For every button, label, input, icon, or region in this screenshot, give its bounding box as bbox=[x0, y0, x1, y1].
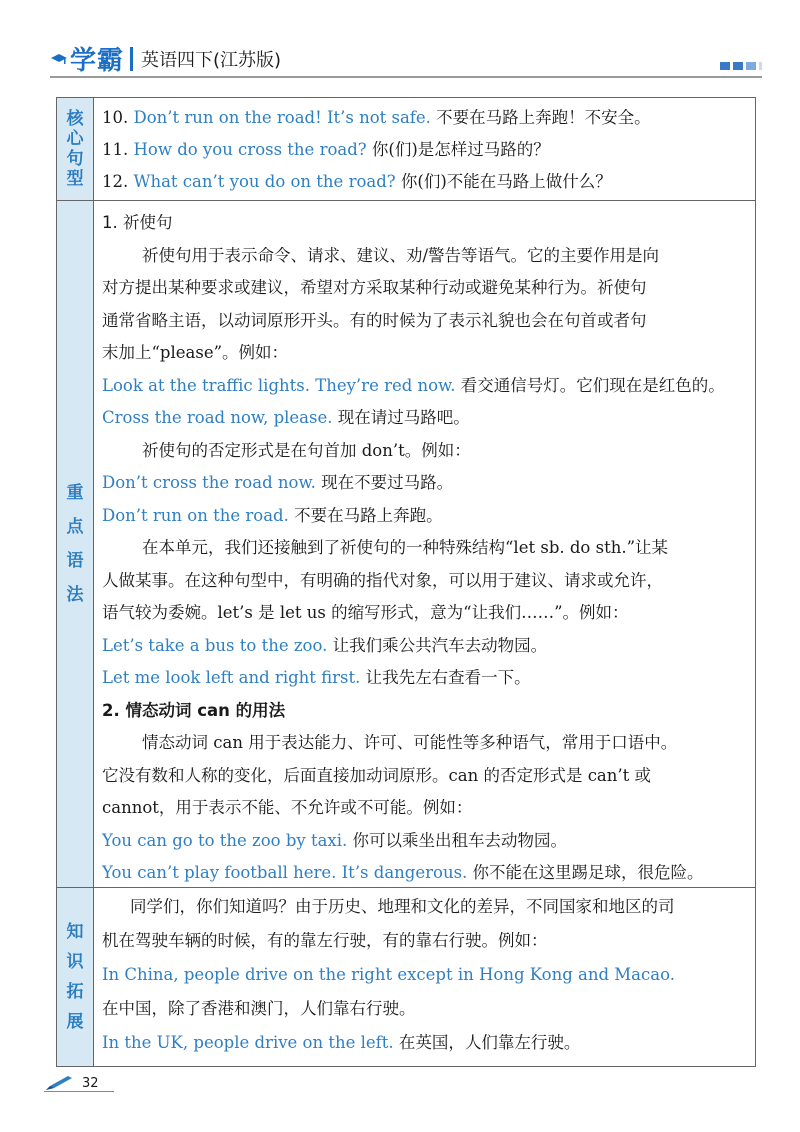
section-label-core: 核 心 句 型 bbox=[57, 98, 94, 200]
paragraph-line: 在本单元，我们还接触到了祈使句的一种特殊结构“let sb. do sth.”让某 bbox=[142, 538, 669, 557]
example-line: Look at the traffic lights. They’re red now. 看交通信号灯。它们现在是红色的。 bbox=[102, 375, 725, 395]
example-line: Cross the road now, please. 现在请过马路吧。 bbox=[102, 408, 470, 427]
paragraph-line: cannot，用于表示不能、不允许或不可能。例如： bbox=[102, 798, 473, 817]
logo-divider bbox=[130, 47, 133, 71]
section-knowledge-extension bbox=[57, 888, 755, 1066]
page-number: 32 bbox=[82, 1075, 99, 1091]
paragraph-line: 它没有数和人称的变化，后面直接加动词原形。can 的否定形式是 can’t 或 bbox=[102, 765, 652, 785]
footer-rule bbox=[44, 1091, 114, 1092]
content-table bbox=[56, 97, 756, 1067]
example-line: In the UK, people drive on the left. 在英国，人们靠左行驶。 bbox=[102, 1033, 581, 1052]
example-line: You can go to the zoo by taxi. 你可以乘坐出租车去动物园。 bbox=[102, 830, 568, 850]
graduation-cap-icon bbox=[50, 53, 68, 65]
grammar-heading-2: 2. 情态动词 can 的用法 bbox=[102, 700, 286, 720]
section-content-extension bbox=[94, 888, 755, 1066]
section-content-core bbox=[94, 98, 755, 200]
pencil-icon bbox=[44, 1074, 74, 1092]
header-decoration bbox=[720, 62, 762, 70]
paragraph-line: 同学们，你们知道吗？由于历史、地理和文化的差异，不同国家和地区的司 bbox=[130, 897, 675, 916]
section-core-sentences bbox=[57, 98, 755, 201]
section-content-grammar bbox=[94, 201, 755, 887]
sentence-line: 10. Don’t run on the road! It’s not safe. 不要在马路上奔跑！不安全。 bbox=[102, 108, 651, 127]
book-title: 英语四下(江苏版) bbox=[141, 49, 282, 71]
logo-text: 学霸 bbox=[70, 46, 125, 76]
paragraph-line: 祈使句的否定形式是在句首加 don’t。例如： bbox=[142, 440, 471, 460]
section-label-extension: 知 识 拓 展 bbox=[57, 888, 94, 1066]
example-line: Let’s take a bus to the zoo. 让我们乘公共汽车去动物园。 bbox=[102, 635, 548, 655]
header-rule bbox=[50, 76, 762, 78]
paragraph-line: 人做某事。在这种句型中，有明确的指代对象，可以用于建议、请求或允许， bbox=[102, 570, 663, 590]
logo bbox=[50, 40, 281, 77]
paragraph-line: 通常省略主语，以动词原形开头。有的时候为了表示礼貌也会在句首或者句 bbox=[102, 310, 647, 330]
example-line: In China, people drive on the right except in Hong Kong and Macao. bbox=[102, 965, 675, 984]
paragraph-line: 语气较为委婉。let’s 是 let us 的缩写形式，意为“让我们……”。例如： bbox=[102, 603, 629, 622]
sentence-line: 11. How do you cross the road? 你(们)是怎样过马路的？ bbox=[102, 140, 550, 159]
paragraph-line: 机在驾驶车辆的时候，有的靠左行驶，有的靠右行驶。例如： bbox=[102, 931, 548, 950]
page-header bbox=[50, 40, 762, 78]
section-key-grammar bbox=[57, 201, 755, 888]
translation-line: 在中国，除了香港和澳门，人们靠右行驶。 bbox=[102, 999, 416, 1018]
paragraph-line: 对方提出某种要求或建议，希望对方采取某种行动或避免某种行为。祈使句 bbox=[102, 278, 647, 297]
section-label-grammar: 重 点 语 法 bbox=[57, 201, 94, 887]
example-line: Don’t run on the road. 不要在马路上奔跑。 bbox=[102, 505, 443, 525]
paragraph-line: 祈使句用于表示命令、请求、建议、劝/警告等语气。它的主要作用是向 bbox=[142, 245, 660, 265]
grammar-heading-1: 1. 祈使句 bbox=[102, 213, 173, 232]
example-line: Let me look left and right first. 让我先左右查看一下。 bbox=[102, 668, 531, 687]
paragraph-line: 末加上“please”。例如： bbox=[102, 343, 289, 362]
example-line: Don’t cross the road now. 现在不要过马路。 bbox=[102, 473, 454, 492]
sentence-line: 12. What can’t you do on the road? 你(们)不能在马路上做什么？ bbox=[102, 172, 612, 191]
page-footer bbox=[44, 1074, 99, 1092]
paragraph-line: 情态动词 can 用于表达能力、许可、可能性等多种语气，常用于口语中。 bbox=[142, 733, 678, 752]
example-line: You can’t play football here. It’s dangerous. 你不能在这里踢足球，很危险。 bbox=[102, 863, 704, 882]
